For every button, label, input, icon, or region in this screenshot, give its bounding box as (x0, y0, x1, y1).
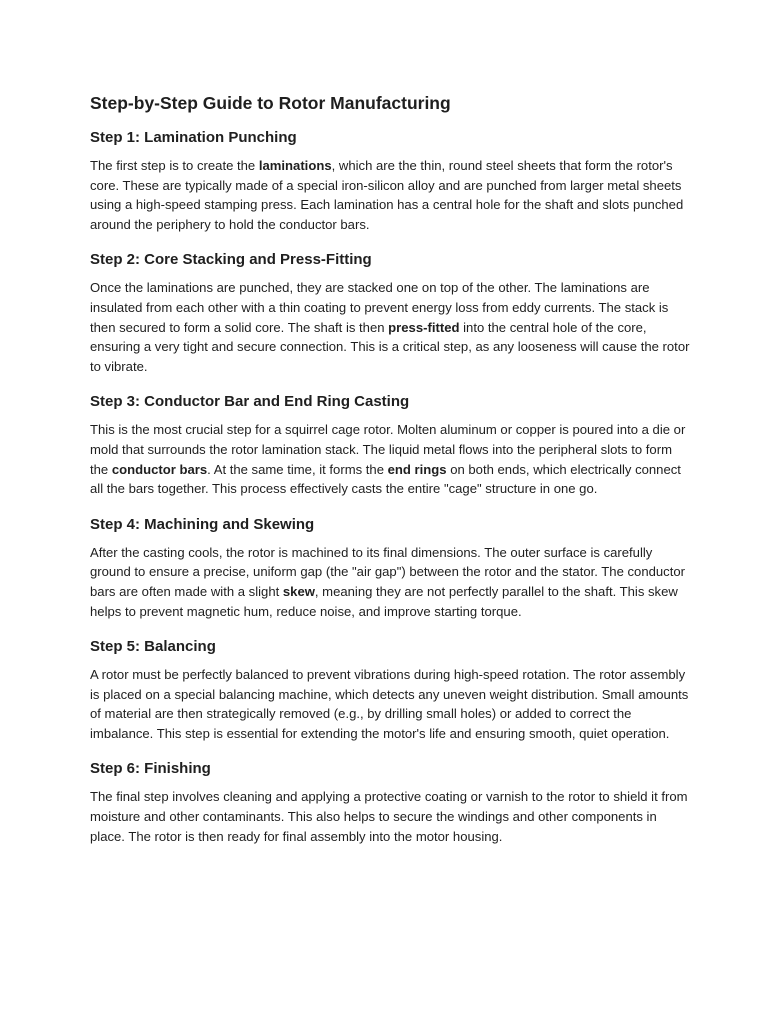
bold-term: skew (282, 583, 315, 599)
step-heading: Step 3: Conductor Bar and End Ring Casting (90, 393, 410, 411)
step-body (90, 420, 690, 498)
body-text: After the casting cools, the rotor is machined to its final dimensions. The outer surface is carefully ground to ensure a precise, uniform gap (the "air gap") between the rotor and the stator. The conductor bars are often made with a slight (90, 544, 685, 599)
bold-term: end rings (387, 461, 447, 477)
body-text: The first step is to create the (90, 158, 259, 173)
step-section (90, 636, 690, 743)
body-text: This is the most crucial step for a squirrel cage rotor. Molten aluminum or copper is poured into a die or mold that surrounds the rotor lamination stack. The liquid metal flows into the peripheral slots to form the (90, 422, 686, 477)
step-heading: Step 1: Lamination Punching (90, 129, 297, 146)
body-text: into the central hole of the core, ensuring a very tight and secure connection. This is a critical step, as any looseness will cause the rotor to vibrate. (90, 319, 690, 374)
step-body (90, 278, 690, 376)
bold-term: laminations (258, 158, 332, 173)
step-section (90, 391, 690, 498)
body-text: on both ends, which electrically connect all the bars together. This process effectively casts the entire "cage" structure in one go. (90, 461, 681, 497)
body-text: Once the laminations are punched, they are stacked one on top of the other. The laminations are insulated from each other with a thin coating to prevent energy loss from eddy currents. The stack is then secured to form a solid core. The shaft is then (90, 280, 669, 335)
step-heading: Step 2: Core Stacking and Press-Fitting (90, 251, 372, 269)
steps-container (90, 127, 690, 846)
step-heading: Step 5: Balancing (90, 638, 216, 656)
body-text: A rotor must be perfectly balanced to prevent vibrations during high-speed rotation. The rotor assembly is placed on a special balancing machine, which detects any uneven weight distribution. Small amounts of material are then strategically removed (e.g., by drilling small holes) or added to correct the imbalance. This step is essential for extending the motor's life and ensuring smooth, quiet operation. (90, 667, 689, 741)
body-text: , meaning they are not perfectly parallel to the shaft. This skew helps to prevent magnetic hum, reduce noise, and improve starting torque. (90, 583, 678, 619)
bold-term: press-fitted (388, 319, 460, 335)
step-heading: Step 6: Finishing (90, 760, 211, 778)
step-body (90, 156, 690, 234)
step-body (90, 665, 690, 743)
body-text: , which are the thin, round steel sheets that form the rotor's core. These are typically made of a special iron-silicon alloy and are punched from larger metal sheets using a high-speed stamping press. Each lamination has a central hole for the shaft and slots punched around the periphery to hold the conductor bars. (90, 158, 684, 232)
step-body (90, 543, 690, 621)
step-section (90, 249, 690, 376)
step-section (90, 514, 690, 621)
body-text: . At the same time, it forms the (207, 461, 388, 477)
step-body (90, 787, 690, 846)
body-text: The final step involves cleaning and applying a protective coating or varnish to the rotor to shield it from moisture and other contaminants. This also helps to secure the windings and other components in place. The rotor is then ready for final assembly into the motor housing. (90, 789, 688, 844)
document-title: Step-by-Step Guide to Rotor Manufacturing (90, 93, 451, 113)
step-heading: Step 4: Machining and Skewing (90, 515, 315, 533)
step-section (90, 127, 690, 234)
bold-term: conductor bars (111, 461, 208, 477)
document-page (90, 91, 690, 861)
step-section (90, 758, 690, 846)
